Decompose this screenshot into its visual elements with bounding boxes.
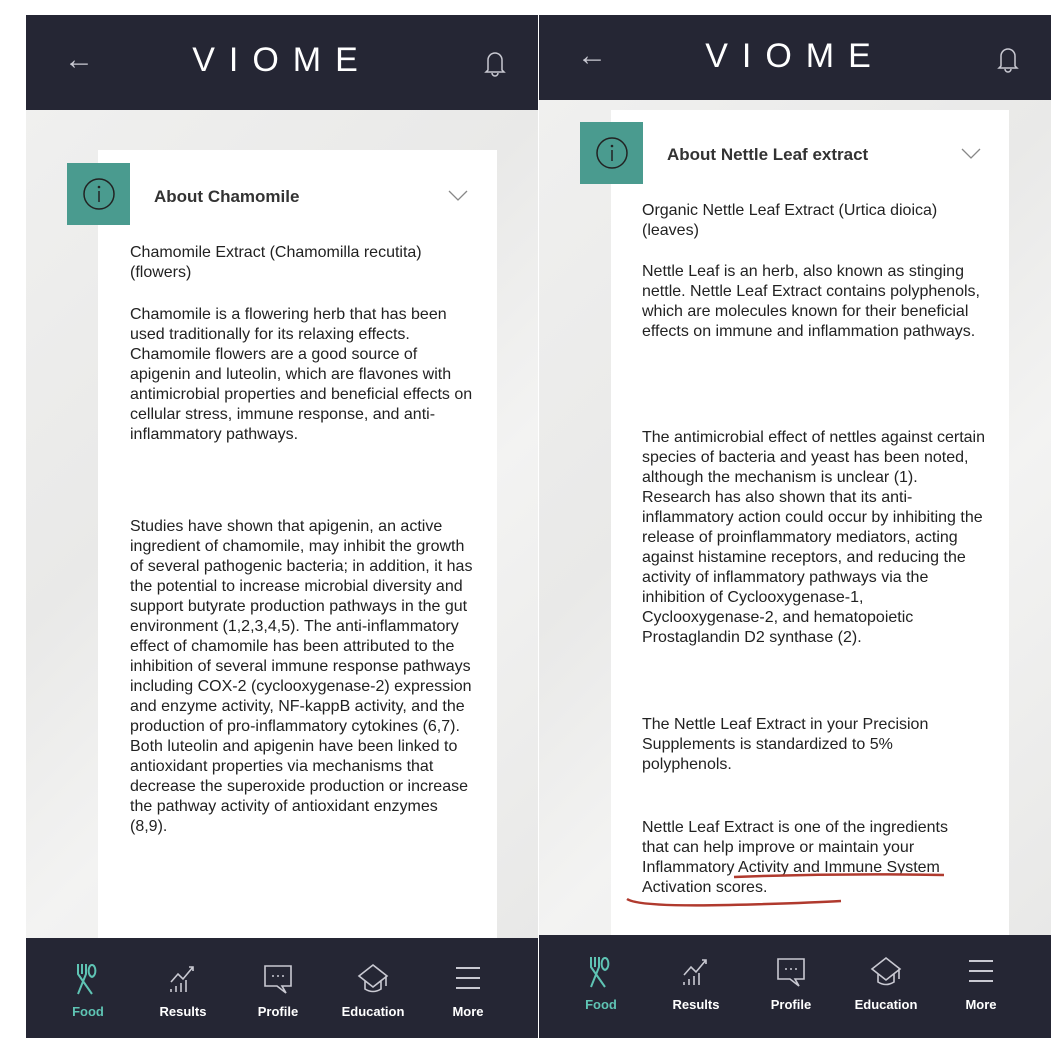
nav-item-more[interactable]: [428, 962, 508, 1019]
nav-item-more[interactable]: [941, 955, 1021, 1012]
paragraph: Organic Nettle Leaf Extract (Urtica dioica) (leaves): [642, 202, 938, 239]
bell-icon[interactable]: [482, 50, 508, 78]
nav-item-results[interactable]: [656, 955, 736, 1012]
info-icon: [580, 122, 643, 184]
nav-label: Education: [341, 1004, 405, 1019]
chart-icon: [167, 962, 199, 996]
nav-label: Profile: [770, 997, 812, 1012]
paragraph: The antimicrobial effect of nettles against certain species of bacteria and yeast has been noted, although the mechanism is unclear (1). Research has also shown that its anti-inflammatory action could occur by inhibiting the release of proinflammatory mediators, acting against histamine receptors, and reducing the activity of inflammatory pathways via the inhibition of Cyclooxygenase-1, Cyclooxygenase-2, and hematopoietic Prostaglandin D2 synthase (2).: [642, 429, 985, 646]
viome-logo: VIOME: [192, 41, 372, 79]
nav-item-education[interactable]: [846, 955, 926, 1012]
chevron-down-icon[interactable]: [961, 148, 981, 160]
app-header: [539, 15, 1051, 100]
nav-item-profile[interactable]: [751, 955, 831, 1012]
bell-icon[interactable]: [995, 46, 1021, 74]
paragraph: Chamomile is a flowering herb that has been used traditionally for its relaxing effects. Chamomile flowers are a good source of apigenin and luteolin, which are flavones with antimicrobial properties and beneficial effects on cellular stress, immune response, and anti-inflammatory pathways.: [130, 306, 473, 443]
left-screen: [26, 15, 538, 1038]
nav-item-education[interactable]: [333, 962, 413, 1019]
paragraph: Nettle Leaf Extract is one of the ingredients that can help improve or maintain your Inflammatory Activity and Immune System Activation scores.: [642, 819, 948, 896]
back-arrow-icon[interactable]: ←: [64, 43, 94, 76]
graduation-cap-icon: [870, 955, 902, 989]
nav-label: More: [452, 1004, 484, 1019]
fork-spoon-icon: [585, 955, 617, 989]
right-screen: [539, 15, 1051, 1038]
nav-label: Education: [854, 997, 918, 1012]
paragraph: Studies have shown that apigenin, an active ingredient of chamomile, may inhibit the growth of several pathogenic bacteria; in addition, it has the potential to increase microbial diversity and support butyrate production pathways in the gut environment (1,2,3,4,5). The anti-inflammatory effect of chamomile has been attributed to the inhibition of several immune response pathways including COX-2 (cyclooxygenase-2) expression and enzyme activity, NF-kappB activity, and the production of pro-inflammatory cytokines (6,7). Both luteolin and apigenin have been linked to antioxidant properties via mechanisms that decrease the superoxide production or increase the pathway activity of antioxidant enzymes (8,9).: [130, 518, 473, 835]
info-icon: [67, 163, 130, 225]
menu-icon: [965, 955, 997, 989]
section-title[interactable]: About Chamomile: [154, 187, 300, 206]
nav-label: Food: [585, 997, 617, 1012]
back-arrow-icon[interactable]: ←: [577, 39, 607, 72]
graduation-cap-icon: [357, 962, 389, 996]
chevron-down-icon[interactable]: [448, 190, 468, 202]
fork-spoon-icon: [72, 962, 104, 996]
chat-icon: [775, 955, 807, 989]
nav-label: Food: [72, 1004, 104, 1019]
nav-label: Results: [672, 997, 720, 1012]
nav-item-food[interactable]: [48, 962, 128, 1019]
nav-item-results[interactable]: [143, 962, 223, 1019]
chat-icon: [262, 962, 294, 996]
paragraph: Chamomile Extract (Chamomilla recutita) (flowers): [130, 244, 422, 281]
nav-item-food[interactable]: [561, 955, 641, 1012]
nav-label: Profile: [257, 1004, 299, 1019]
viome-logo: VIOME: [705, 37, 885, 75]
section-title[interactable]: About Nettle Leaf extract: [667, 145, 869, 164]
paragraph: Nettle Leaf is an herb, also known as stinging nettle. Nettle Leaf Extract contains polyphenols, which are molecules known for their beneficial effects on immune and inflammation pathways.: [642, 263, 980, 340]
nav-label: More: [965, 997, 997, 1012]
red-underline-annotation: [619, 865, 959, 910]
nav-item-profile[interactable]: [238, 962, 318, 1019]
menu-icon: [452, 962, 484, 996]
paragraph: The Nettle Leaf Extract in your Precision Supplements is standardized to 5% polyphenols.: [642, 716, 929, 773]
nav-label: Results: [159, 1004, 207, 1019]
chart-icon: [680, 955, 712, 989]
app-header: [26, 15, 538, 110]
